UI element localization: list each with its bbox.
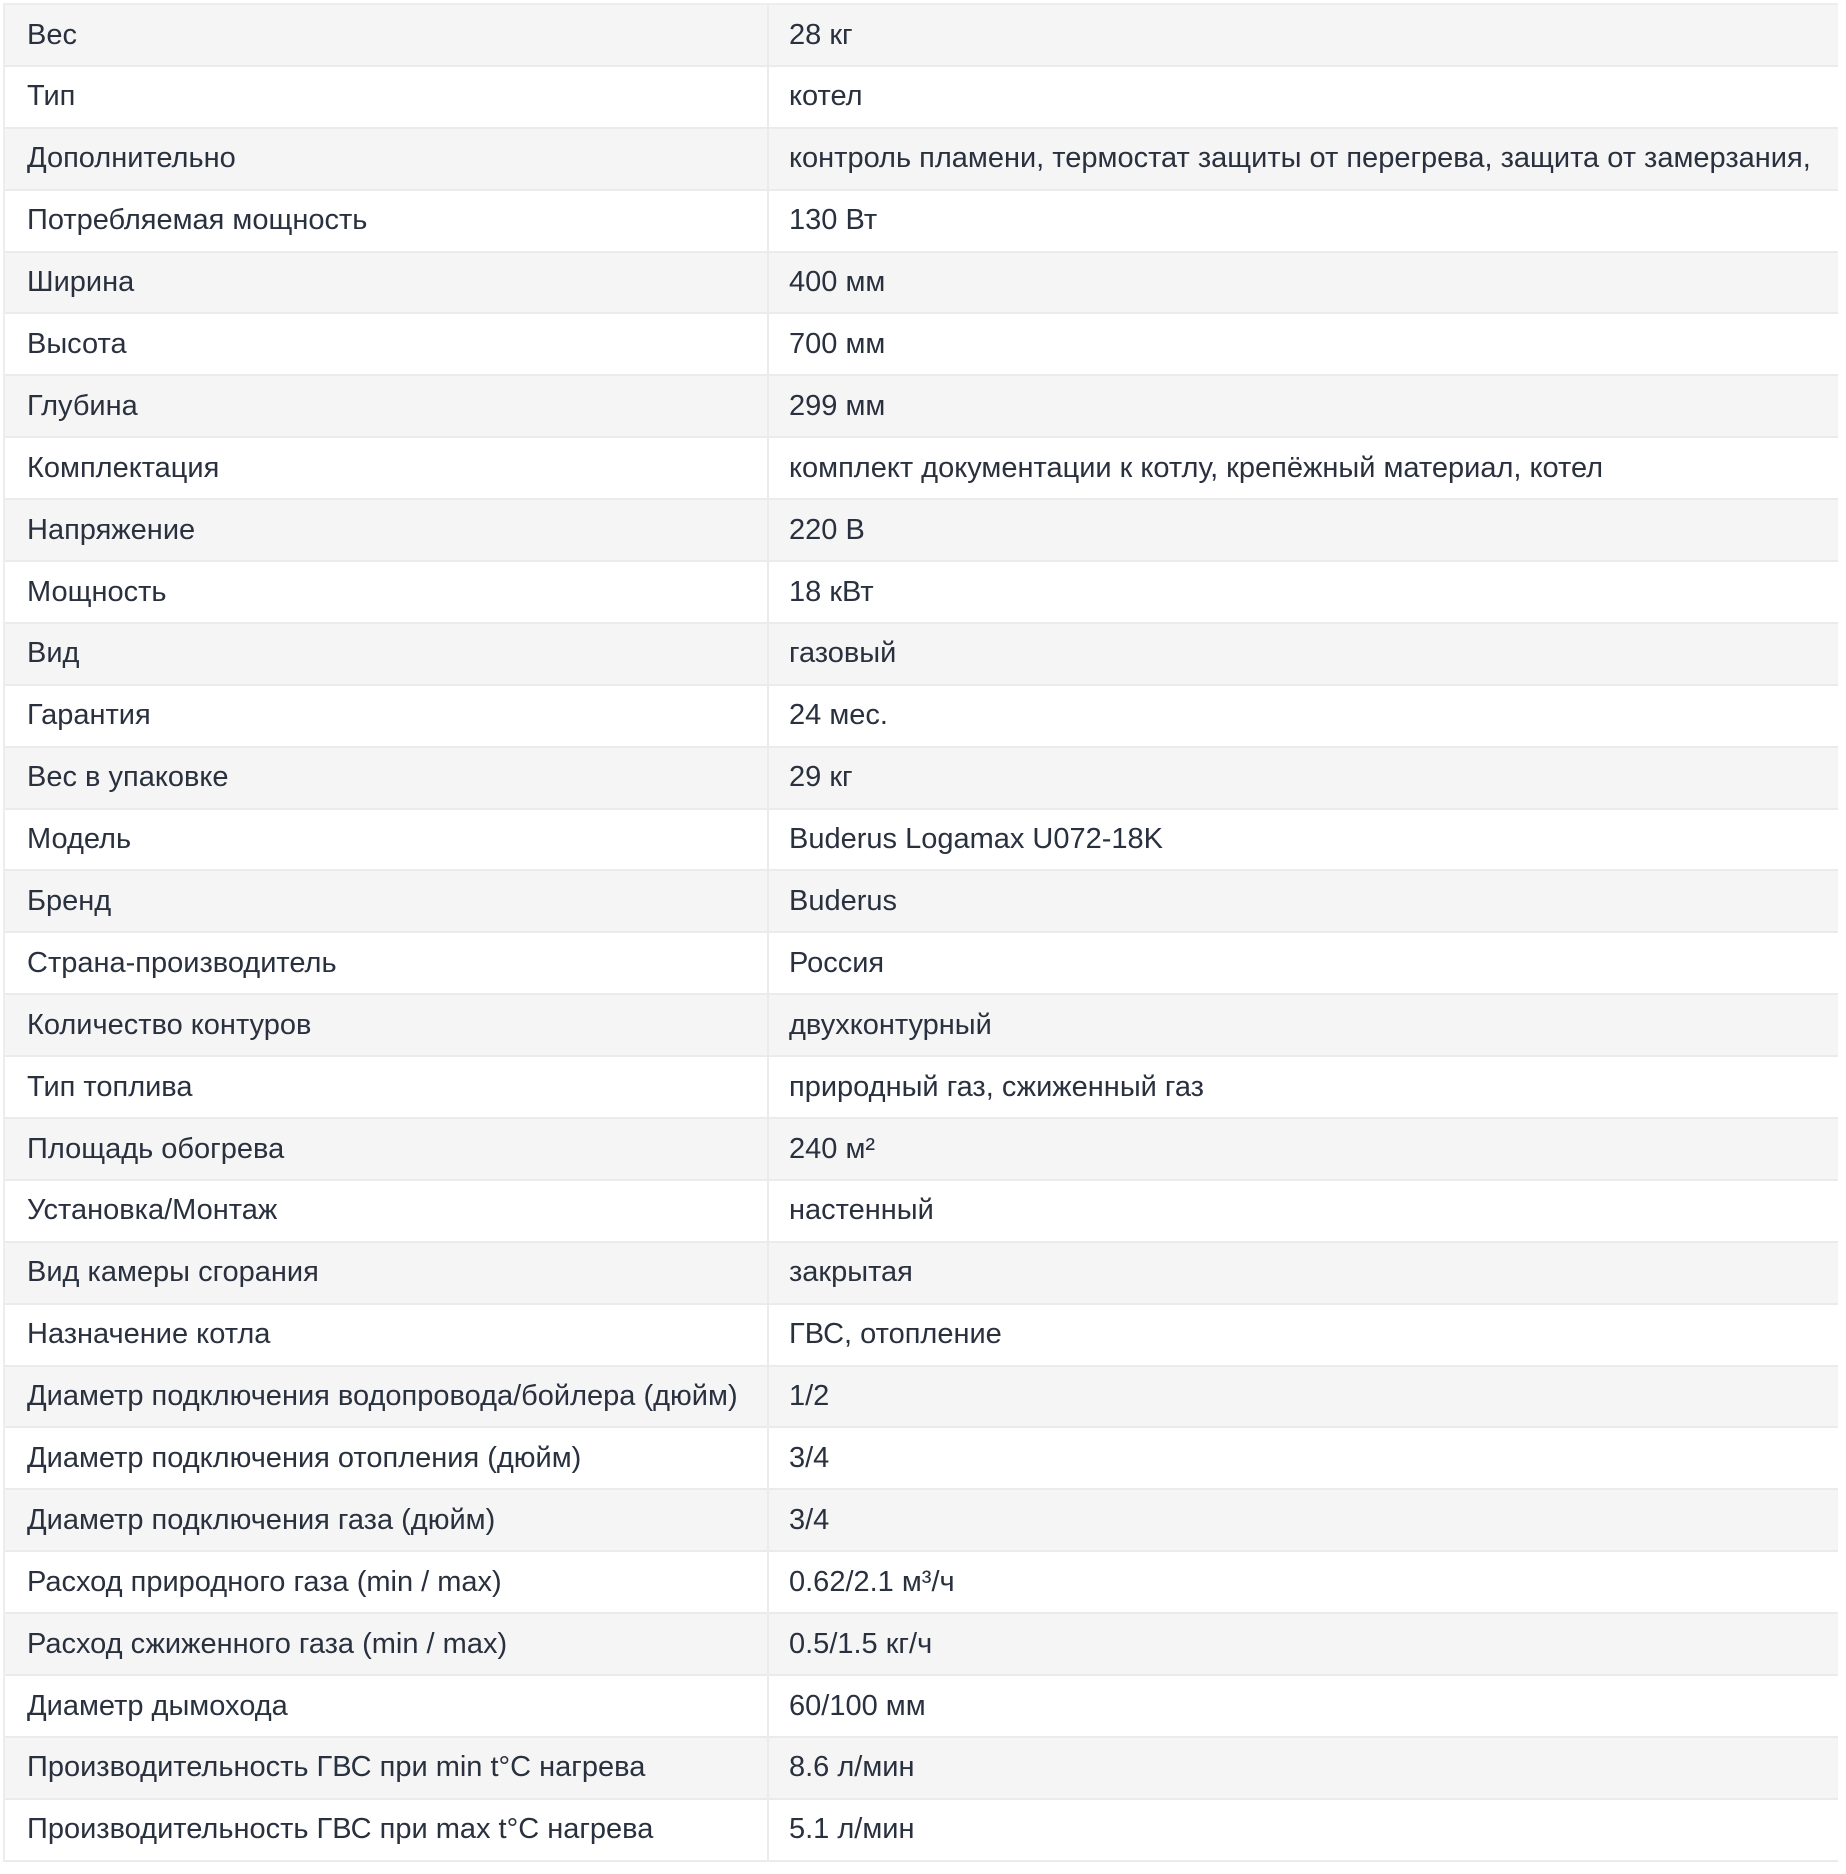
spec-value: 299 мм — [789, 389, 886, 422]
spec-label: Назначение котла — [5, 1305, 769, 1365]
table-row — [5, 748, 1838, 810]
spec-label: Количество контуров — [5, 995, 769, 1055]
spec-value: ГВС, отопление — [789, 1318, 1002, 1351]
table-row — [5, 933, 1838, 995]
table-row — [5, 871, 1838, 933]
spec-value: 240 м² — [789, 1132, 876, 1165]
spec-value: котел — [789, 80, 863, 113]
table-row — [5, 995, 1838, 1057]
table-row — [5, 314, 1838, 376]
spec-value: 0.62/2.1 м³/ч — [789, 1565, 955, 1598]
table-row — [5, 1367, 1838, 1429]
spec-value: 3/4 — [789, 1442, 830, 1475]
spec-label: Глубина — [5, 376, 769, 436]
spec-label: Модель — [5, 810, 769, 870]
table-row — [5, 253, 1838, 315]
spec-label: Гарантия — [5, 686, 769, 746]
table-row — [5, 191, 1838, 253]
spec-value: настенный — [789, 1194, 934, 1227]
spec-label: Комплектация — [5, 438, 769, 498]
spec-value: природный газ, сжиженный газ — [789, 1070, 1204, 1103]
spec-label: Тип — [5, 67, 769, 127]
spec-label: Дополнительно — [5, 129, 769, 189]
spec-value: двухконтурный — [789, 1008, 992, 1041]
spec-label: Производительность ГВС при min t°C нагрева — [5, 1738, 769, 1798]
spec-label: Бренд — [5, 871, 769, 931]
spec-label: Диаметр подключения газа (дюйм) — [5, 1490, 769, 1550]
table-row — [5, 438, 1838, 500]
table-row — [5, 624, 1838, 686]
spec-label: Диаметр подключения отопления (дюйм) — [5, 1428, 769, 1488]
table-row — [5, 1305, 1838, 1367]
table-row — [5, 5, 1838, 67]
spec-value: 8.6 л/мин — [789, 1751, 915, 1784]
table-row — [5, 1243, 1838, 1305]
spec-label: Потребляемая мощность — [5, 191, 769, 251]
spec-label: Страна-производитель — [5, 933, 769, 993]
spec-value: 3/4 — [789, 1503, 830, 1536]
spec-label: Вид камеры сгорания — [5, 1243, 769, 1303]
table-row — [5, 500, 1838, 562]
table-row — [5, 1181, 1838, 1243]
spec-value: 24 мес. — [789, 699, 888, 732]
spec-label: Производительность ГВС при max t°C нагрева — [5, 1800, 769, 1860]
spec-label: Диаметр подключения водопровода/бойлера (дюйм) — [5, 1367, 769, 1427]
spec-value: Buderus Logamax U072-18K — [789, 823, 1164, 856]
table-row — [5, 1490, 1838, 1552]
table-row — [5, 67, 1838, 129]
spec-value: 60/100 мм — [789, 1689, 926, 1722]
spec-value: 130 Вт — [789, 204, 878, 237]
table-row — [5, 1738, 1838, 1800]
table-row — [5, 1676, 1838, 1738]
spec-label: Тип топлива — [5, 1057, 769, 1117]
spec-label: Напряжение — [5, 500, 769, 560]
spec-value: 28 кг — [789, 18, 853, 51]
spec-value: 5.1 л/мин — [789, 1813, 915, 1846]
table-row — [5, 1119, 1838, 1181]
table-row — [5, 1800, 1838, 1862]
table-row — [5, 376, 1838, 438]
spec-label: Мощность — [5, 562, 769, 622]
spec-table — [3, 3, 1838, 1862]
spec-value: закрытая — [789, 1256, 913, 1289]
spec-label: Высота — [5, 314, 769, 374]
spec-value: 220 В — [789, 513, 865, 546]
spec-value: комплект документации к котлу, крепёжный материал, котел — [789, 451, 1604, 484]
spec-value: 400 мм — [789, 266, 886, 299]
spec-label: Диаметр дымохода — [5, 1676, 769, 1736]
spec-value: Россия — [789, 946, 885, 979]
table-row — [5, 1552, 1838, 1614]
spec-label: Расход сжиженного газа (min / max) — [5, 1614, 769, 1674]
spec-value: 700 мм — [789, 328, 886, 360]
spec-label: Установка/Монтаж — [5, 1181, 769, 1241]
spec-value: 18 кВт — [789, 575, 874, 608]
spec-value: 1/2 — [789, 1380, 830, 1413]
spec-label: Расход природного газа (min / max) — [5, 1552, 769, 1612]
spec-label: Площадь обогрева — [5, 1119, 769, 1179]
spec-value: 0.5/1.5 кг/ч — [789, 1627, 933, 1660]
table-row — [5, 562, 1838, 624]
spec-label: Вес в упаковке — [5, 748, 769, 808]
table-row — [5, 1614, 1838, 1676]
spec-label: Вид — [5, 624, 769, 684]
table-row — [5, 686, 1838, 748]
spec-value: контроль пламени, термостат защиты от перегрева, защита от замерзания, — [789, 142, 1811, 175]
spec-value: газовый — [789, 637, 897, 670]
spec-label: Вес — [5, 5, 769, 65]
table-row — [5, 810, 1838, 872]
table-row — [5, 1428, 1838, 1490]
spec-value: 29 кг — [789, 761, 853, 794]
table-row — [5, 1057, 1838, 1119]
spec-label: Ширина — [5, 253, 769, 313]
spec-value: Buderus — [789, 885, 898, 918]
table-row — [5, 129, 1838, 191]
